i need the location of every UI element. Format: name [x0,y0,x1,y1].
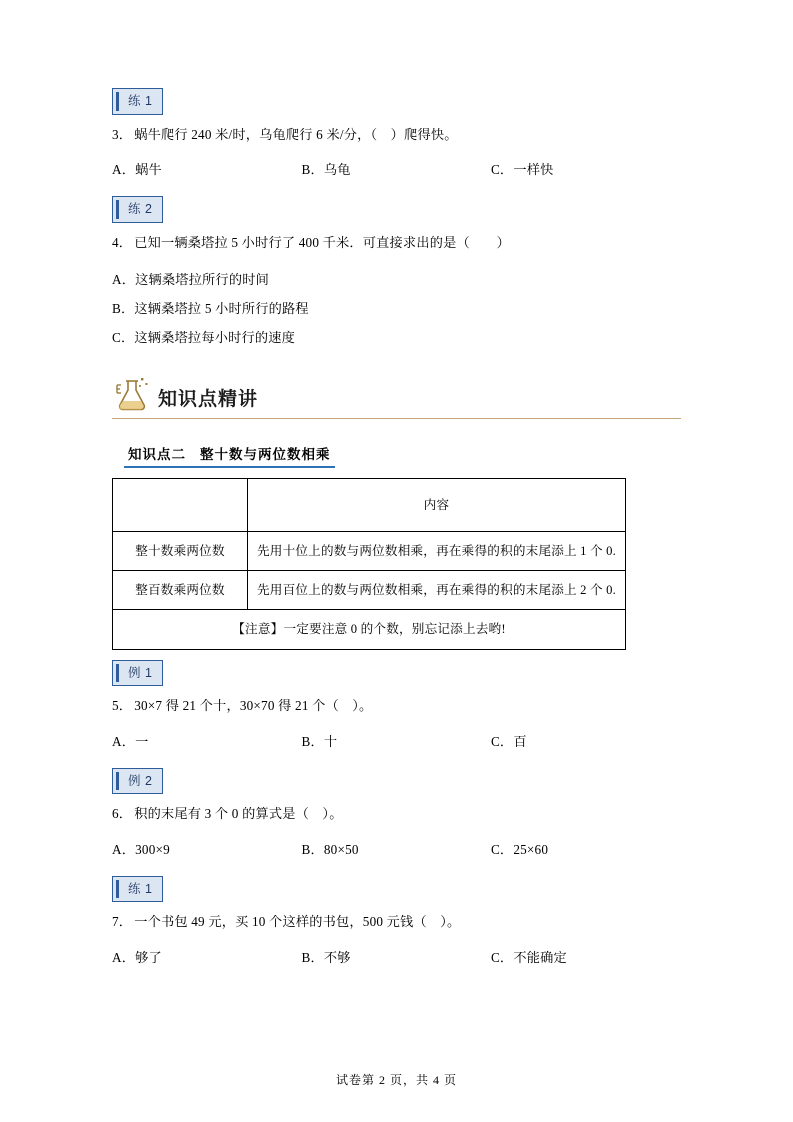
question-3-text: 3． 蜗牛爬行 240 米/时，乌龟爬行 6 米/分，（ ）爬得快。 [112,126,458,142]
table-note: 【注意】一定要注意 0 的个数，别忘记添上去哟! [113,610,626,649]
option-c: C．25×60 [490,841,549,857]
page-footer: 试卷第 2 页，共 4 页 [335,1073,457,1087]
badge-li-2: 例 2 [112,768,163,795]
question-6-text: 6． 积的末尾有 3 个 0 的算式是（ ）。 [112,806,343,822]
option-c: C．不能确定 [490,949,567,965]
option-a: A．蜗牛 [112,161,162,177]
knowledge-point-label: 知识点二 [128,447,186,463]
option-a: A．300×9 [112,841,170,857]
question-7-options [112,945,681,970]
option-b: B．80×50 [301,841,359,857]
example-tag-2 [112,768,681,795]
option-a: A．够了 [112,949,162,965]
table-header-blank [113,479,248,532]
question-6-options [112,837,681,862]
option-c: C．百 [490,733,527,749]
section-heading [112,374,681,419]
question-7-text: 7． 一个书包 49 元，买 10 个这样的书包，500 元钱（ ）。 [112,914,461,930]
knowledge-point-title: 整十数与两位数相乘 [200,447,331,463]
question-5-options [112,729,681,754]
option-b: B．这辆桑塔拉 5 小时所行的路程 [112,301,309,317]
table-cell-content: 先用百位上的数与两位数相乘，再在乘得的积的末尾添上 2 个 0. [248,571,626,610]
table-header-content: 内容 [248,479,626,532]
knowledge-point-heading [124,443,335,468]
flask-icon [112,374,152,414]
option-a: A．一 [112,733,149,749]
badge-li-1: 例 1 [112,660,163,687]
option-b: B．十 [301,733,338,749]
table-row [113,610,626,649]
exercise-tag-2 [112,196,681,223]
option-b: B．乌龟 [301,161,351,177]
question-4-options [112,265,681,352]
table-cell-name: 整百数乘两位数 [113,571,248,610]
example-tag-1 [112,660,681,687]
badge-lianxi-1: 练 1 [112,88,163,115]
option-a: A．这辆桑塔拉所行的时间 [112,271,269,287]
knowledge-table [112,478,626,649]
section-title: 知识点精讲 [158,389,259,411]
question-4-text: 4． 已知一辆桑塔拉 5 小时行了 400 千米．可直接求出的是（ ） [112,234,511,250]
option-c: C．这辆桑塔拉每小时行的速度 [112,330,296,346]
exercise-tag-1 [112,88,681,115]
table-cell-name: 整十数乘两位数 [113,532,248,571]
exercise-tag-3 [112,876,681,903]
question-5-text: 5． 30×7 得 21 个十，30×70 得 21 个（ ）。 [112,698,373,714]
table-row [113,479,626,532]
table-row [113,571,626,610]
table-cell-content: 先用十位上的数与两位数相乘，再在乘得的积的末尾添上 1 个 0. [248,532,626,571]
question-3-options [112,157,681,182]
badge-lianxi-2: 练 2 [112,196,163,223]
option-c: C．一样快 [490,161,554,177]
badge-lianxi-3: 练 1 [112,876,163,903]
option-b: B．不够 [301,949,351,965]
table-row [113,532,626,571]
